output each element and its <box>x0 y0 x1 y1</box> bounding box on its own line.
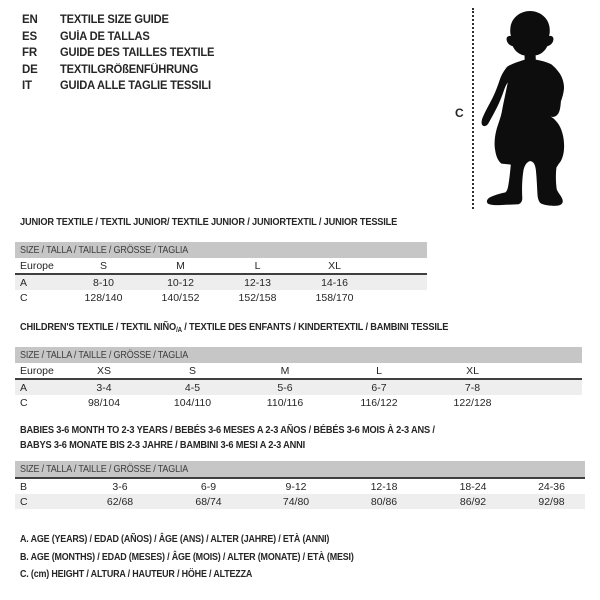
cell: 4-5 <box>148 379 237 395</box>
cell: 86/92 <box>428 494 518 509</box>
row-label: B <box>20 480 28 493</box>
footnote-a <box>20 533 413 551</box>
lang-row-it <box>22 78 219 95</box>
filler-cell <box>373 274 427 290</box>
cell: 152/158 <box>238 291 277 304</box>
cell: 68/74 <box>165 494 252 509</box>
lang-row-de <box>22 62 219 79</box>
baby-silhouette <box>480 5 600 215</box>
cell: 110/116 <box>266 396 304 409</box>
cell: 24-36 <box>538 480 565 493</box>
junior-size-table <box>15 242 427 305</box>
cell: 116/122 <box>360 396 398 409</box>
size-header-text: SIZE / TALLA / TAILLE / GRÖSSE / TAGLIA <box>20 349 189 361</box>
cell: 12-13 <box>219 274 296 290</box>
junior-table-title-text: JUNIOR TEXTILE / TEXTIL JUNIOR/ TEXTILE JUNIOR / JUNIORTEXTIL / JUNIOR TESSILE <box>20 216 398 228</box>
babies-title-line2: BABYS 3-6 MONATE BIS 2-3 JAHRE / BAMBINI 3-6 MESI A 2-3 ANNI <box>20 439 305 451</box>
filler-cell <box>520 379 582 395</box>
lang-code: FR <box>22 47 37 60</box>
table-row-europe <box>15 258 427 274</box>
lang-title: TEXTILE SIZE GUIDE <box>60 14 169 27</box>
row-label: Europe <box>15 363 60 379</box>
cell: L <box>219 258 296 274</box>
lang-code: DE <box>22 63 38 76</box>
size-header-text: SIZE / TALLA / TAILLE / GRÖSSE / TAGLIA <box>20 463 189 475</box>
cell: XL <box>425 363 520 379</box>
row-label: C <box>20 396 28 409</box>
lang-title: GUIDE DES TAILLES TEXTILE <box>60 47 215 60</box>
cell: M <box>142 258 219 274</box>
table-row-c <box>15 395 582 410</box>
filler-cell <box>520 363 582 379</box>
table-row-c <box>15 290 427 305</box>
cell: 80/86 <box>340 494 428 509</box>
lang-code: ES <box>22 30 37 43</box>
cell: 6-9 <box>200 480 217 493</box>
cell: M <box>237 363 333 379</box>
footnote-c-text: C. (cm) HEIGHT / ALTURA / HAUTEUR / HÖHE / ALTEZZA <box>20 568 253 580</box>
lang-row-en <box>22 12 219 29</box>
cell: 74/80 <box>252 494 340 509</box>
language-header <box>22 12 219 95</box>
lang-title: GUÍA DE TALLAS <box>60 30 150 43</box>
size-header-row <box>15 242 427 258</box>
cell: 92/98 <box>518 494 585 509</box>
cell: 18-24 <box>459 480 487 493</box>
cell: 140/152 <box>161 291 200 304</box>
cell: 104/110 <box>173 396 212 409</box>
cell: L <box>333 363 425 379</box>
cell: 5-6 <box>237 379 333 395</box>
size-header-row <box>15 347 582 363</box>
cell: 6-7 <box>333 379 425 395</box>
cell: 8-10 <box>65 274 142 290</box>
title-post: / TEXTILE DES ENFANTS / KINDERTEXTIL / BAMBINI TESSILE <box>181 321 449 333</box>
babies-table-title <box>20 423 491 453</box>
cell: S <box>65 258 142 274</box>
cell: 14-16 <box>296 274 373 290</box>
cell: 12-18 <box>370 480 398 493</box>
size-header-row <box>15 461 585 478</box>
lang-title: GUIDA ALLE TAGLIE TESSILI <box>60 80 211 93</box>
children-size-table <box>15 347 582 410</box>
table-row-c <box>15 494 585 509</box>
size-header-text: SIZE / TALLA / TAILLE / GRÖSSE / TAGLIA <box>20 244 189 256</box>
table-row-a <box>15 274 427 290</box>
cell: 3-6 <box>112 480 128 493</box>
cell: 9-12 <box>285 480 307 493</box>
cell: 7-8 <box>425 379 520 395</box>
baby-silhouette-path <box>482 11 565 206</box>
row-label: C <box>15 494 75 509</box>
cell: S <box>148 363 237 379</box>
row-label: Europe <box>15 258 65 274</box>
table-row-a <box>15 379 582 395</box>
height-measure-label: C <box>455 106 464 120</box>
lang-row-es <box>22 29 219 46</box>
row-label: A <box>15 274 65 290</box>
cell: 98/104 <box>87 396 121 409</box>
table-row-b <box>15 478 585 494</box>
lang-code: IT <box>22 80 32 93</box>
cell: 62/68 <box>75 494 165 509</box>
filler-cell <box>520 395 582 410</box>
footnote-b <box>20 551 413 569</box>
cell: 128/140 <box>84 291 123 304</box>
cell: 3-4 <box>60 379 148 395</box>
title-sub: /A <box>176 327 182 334</box>
footnote-c <box>20 568 413 586</box>
lang-code: EN <box>22 14 38 27</box>
row-label: C <box>20 291 28 304</box>
filler-cell <box>373 258 427 274</box>
babies-size-table <box>15 461 585 509</box>
title-pre: CHILDREN'S TEXTILE / TEXTIL NIÑO <box>20 321 177 333</box>
cell: 10-12 <box>142 274 219 290</box>
lang-title: TEXTILGRÖßENFÜHRUNG <box>60 63 199 76</box>
footnotes <box>20 533 413 586</box>
cell: XL <box>296 258 373 274</box>
cell: 158/170 <box>315 291 354 304</box>
lang-row-fr <box>22 45 219 62</box>
table-row-europe <box>15 363 582 379</box>
row-label: A <box>15 379 60 395</box>
children-table-title <box>20 321 507 334</box>
footnote-a-text: A. AGE (YEARS) / EDAD (AÑOS) / ÂGE (ANS) / ALTER (JAHRE) / ETÀ (ANNI) <box>20 533 330 545</box>
filler-cell <box>373 290 427 305</box>
cell: 122/128 <box>453 396 492 409</box>
cell: XS <box>60 363 148 379</box>
footnote-b-text: B. AGE (MONTHS) / EDAD (MESES) / ÂGE (MOIS) / ALTER (MONATE) / ETÀ (MESI) <box>20 550 354 563</box>
height-measure-dotted-line <box>472 8 474 209</box>
junior-table-title <box>20 216 449 228</box>
babies-title-line1: BABIES 3-6 MONTH TO 2-3 YEARS / BEBÉS 3-6 MESES A 2-3 AÑOS / BÉBÉS 3-6 MOIS À 2-3 ANS / <box>20 424 435 436</box>
children-table-title-text <box>20 321 448 334</box>
